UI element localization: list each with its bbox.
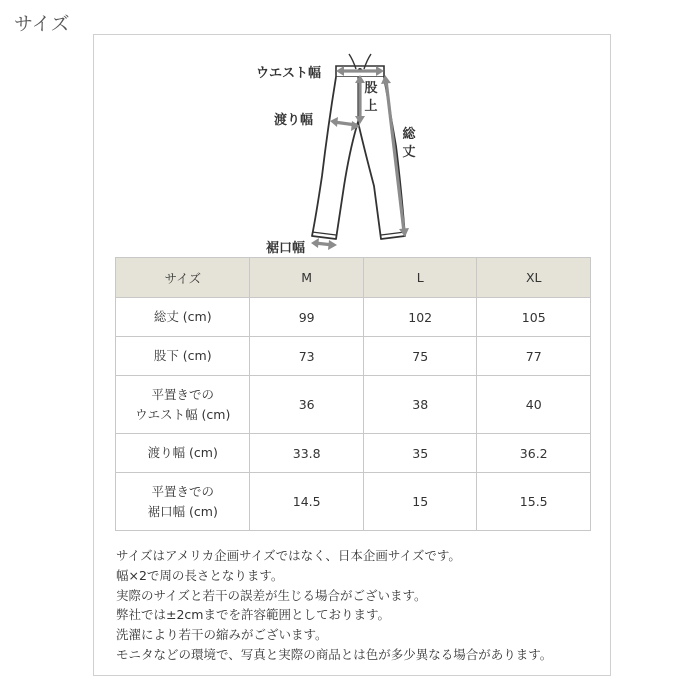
label-thigh: 渡り幅 [274,113,314,128]
note-line: 洗濯により若干の縮みがございます。 [116,627,328,643]
note-line: サイズはアメリカ企画サイズではなく、日本企画サイズです。 [116,548,461,563]
cell-xl: 15.5 [477,473,591,531]
label-inseam: 股上 [364,81,378,114]
cell-xl: 40 [477,376,591,434]
cell-xl: 105 [477,298,591,337]
table-row [116,337,591,376]
section-heading: サイズ [14,13,70,35]
cell-m: 73 [250,337,364,376]
table-row [116,298,591,337]
row-label: 総丈 (cm) [116,298,250,337]
label-hem: 裾口幅 [266,241,306,256]
size-table [115,257,591,531]
cell-xl: 36.2 [477,434,591,473]
header-m: M [250,258,364,298]
table-row [116,473,591,531]
note-line: 実際のサイズと若干の誤差が生じる場合がございます。 [116,587,427,603]
note-line: 幅×2で周の長さとなります。 [116,567,284,583]
row-label: 平置きでの ウエスト幅 (cm) [116,376,250,434]
size-notes [116,546,552,665]
pants-diagram [150,36,450,261]
label-length: 総丈 [402,127,416,160]
cell-m: 99 [250,298,364,337]
row-label: 渡り幅 (cm) [116,434,250,473]
cell-l: 35 [363,434,477,473]
cell-l: 15 [363,473,477,531]
cell-m: 36 [250,376,364,434]
header-l: L [363,258,477,298]
header-size: サイズ [116,258,250,298]
table-row [116,434,591,473]
cell-m: 33.8 [250,434,364,473]
cell-m: 14.5 [250,473,364,531]
row-label: 股下 (cm) [116,337,250,376]
cell-l: 102 [363,298,477,337]
cell-l: 75 [363,337,477,376]
header-xl: XL [477,258,591,298]
label-waist: ウエスト幅 [256,66,322,81]
table-row [116,376,591,434]
row-label: 平置きでの 裾口幅 (cm) [116,473,250,531]
note-line: 弊社では±2cmまでを許容範囲としております。 [116,607,390,623]
cell-l: 38 [363,376,477,434]
table-header-row [116,258,591,298]
cell-xl: 77 [477,337,591,376]
note-line: モニタなどの環境で、写真と実際の商品とは色が多少異なる場合があります。 [116,646,553,662]
